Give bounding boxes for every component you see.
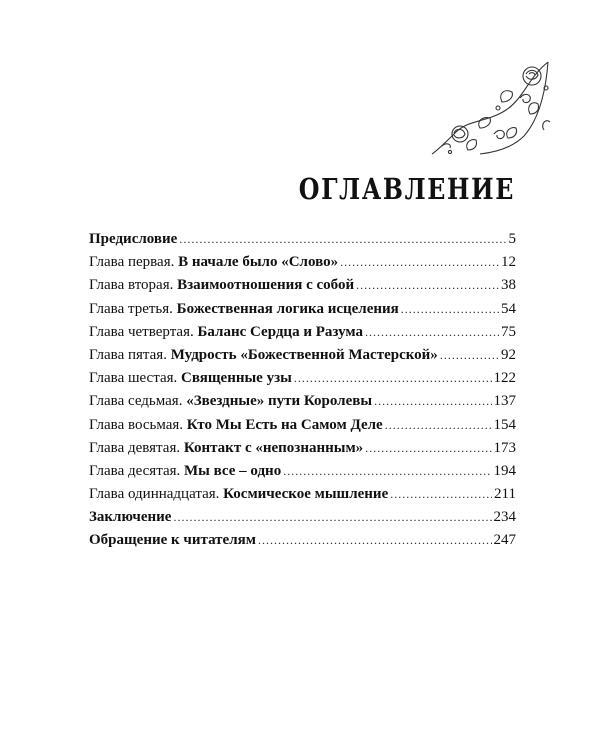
page-number: 5 [508, 231, 516, 247]
page-number: 194 [493, 462, 516, 479]
toc-entry-address-to-readers[interactable]: Обращение к читателям ..... 247 [89, 529, 516, 552]
page-title: ОГЛАВЛЕНИЕ [298, 172, 515, 206]
floral-corner-ornament-icon [428, 58, 556, 158]
page-number: 92 [501, 346, 516, 363]
toc-entry-chapter-10[interactable]: Глава десятая. Мы все – одно ..... 194 [89, 460, 516, 483]
toc-entry-chapter-8[interactable]: Глава восьмая. Кто Мы Есть на Самом Деле ..... 154 [89, 414, 516, 437]
toc-entry-chapter-4[interactable]: Глава четвертая. Баланс Сердца и Разума ..... 75 [89, 321, 516, 344]
toc-entry-chapter-7[interactable]: Глава седьмая. «Звездные» пути Королевы ..... 137 [89, 390, 516, 413]
toc-entry-chapter-6[interactable]: Глава шестая. Священные узы ..... 122 [89, 367, 516, 390]
page-number: 12 [501, 254, 516, 271]
page-number: 54 [501, 300, 516, 317]
page-number: 154 [493, 416, 516, 433]
toc-entry-chapter-11[interactable]: Глава одиннадцатая. Космическое мышление ..... 211 [89, 483, 516, 506]
toc-entry-chapter-1[interactable]: Глава первая. В начале было «Слово» ..... 12 [89, 251, 516, 274]
page-number: 38 [501, 277, 516, 294]
toc-entry-preface[interactable]: Предисловие ..... 5 [89, 228, 516, 251]
page-number: 234 [493, 509, 516, 526]
table-of-contents [89, 228, 516, 553]
page-number: 137 [493, 393, 516, 410]
toc-entry-chapter-2[interactable]: Глава вторая. Взаимоотношения с собой ..... 38 [89, 274, 516, 297]
page-number: 173 [493, 439, 516, 456]
toc-entry-chapter-5[interactable]: Глава пятая. Мудрость «Божественной Мастерской» ..... 92 [89, 344, 516, 367]
page-number: 247 [493, 532, 516, 549]
toc-entry-conclusion[interactable]: Заключение ..... 234 [89, 506, 516, 529]
page-number: 122 [493, 370, 516, 387]
toc-entry-chapter-3[interactable]: Глава третья. Божественная логика исцеления ..... 54 [89, 298, 516, 321]
page-number: 75 [501, 323, 516, 340]
page-number: 211 [494, 486, 516, 503]
toc-entry-chapter-9[interactable]: Глава девятая. Контакт с «непознанным» ..... 173 [89, 437, 516, 460]
